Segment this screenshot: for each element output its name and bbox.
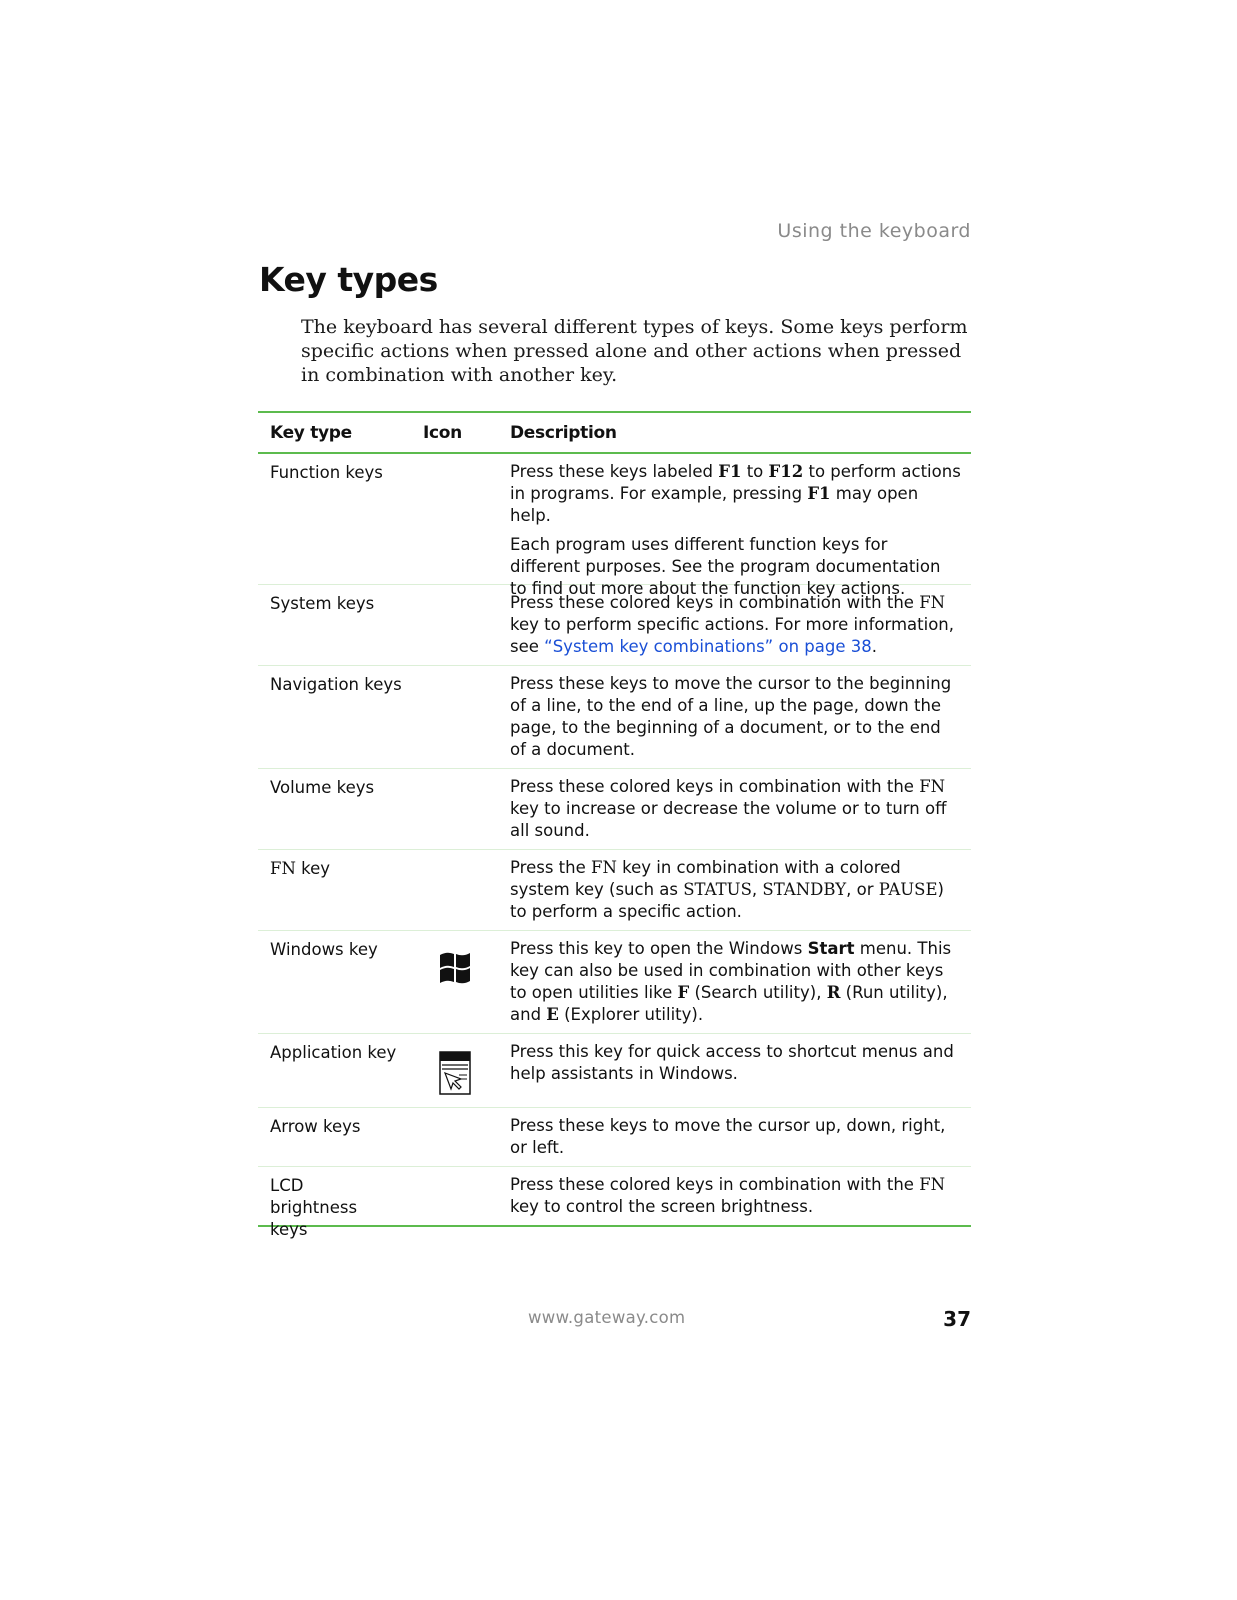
key-label: R — [826, 983, 841, 1002]
header-icon: Icon — [423, 422, 462, 443]
description-cell: Press this key for quick access to shortcut menus and help assistants in Windows. — [510, 1042, 954, 1083]
key-label: FN — [919, 593, 946, 612]
key-type-cell: Application key — [270, 1043, 397, 1062]
key-label: FN — [919, 1175, 946, 1194]
key-type-cell: Function keys — [270, 463, 383, 482]
key-type-cell: Windows key — [270, 940, 378, 959]
table-row — [258, 666, 971, 769]
intro-paragraph: The keyboard has several different types of keys. Some keys perform specific actions when pressed alone and other actions when pressed in combination with another key. — [301, 316, 968, 386]
description-cell: Press these colored keys in combination with the FN key to control the screen brightness. — [510, 1175, 946, 1216]
key-label: F — [677, 983, 690, 1002]
header-key-type: Key type — [270, 422, 352, 443]
table-row — [258, 850, 971, 931]
key-label: F1 — [718, 462, 742, 481]
key-label: F12 — [768, 462, 804, 481]
key-label: PAUSE — [878, 880, 938, 899]
description-cell: Press these colored keys in combination with the FN key to perform specific actions. For more information, see “System key combinations” on page 38. — [510, 593, 955, 656]
section-title: Key types — [259, 260, 438, 299]
key-label: FN — [591, 858, 617, 877]
key-label: FN — [919, 777, 946, 796]
description-cell: Press these keys to move the cursor up, down, right, or left. — [510, 1116, 946, 1157]
key-type-cell: Navigation keys — [270, 675, 402, 694]
key-type-cell: Volume keys — [270, 778, 375, 797]
description-cell: Press these colored keys in combination with the FN key to increase or decrease the volume or to turn off all sound. — [510, 777, 947, 840]
key-type-cell: System keys — [270, 594, 375, 613]
table-row — [258, 1034, 971, 1108]
table-row — [258, 1108, 971, 1167]
description-cell: Press the FN key in combination with a colored system key (such as STATUS, STANDBY, or PAUSE) to perform a specific action. — [510, 858, 944, 921]
table-row — [258, 931, 971, 1034]
application-menu-icon — [439, 1051, 471, 1095]
description-cell: Press these keys to move the cursor to the beginning of a line, to the end of a line, up the page, down the page, to the beginning of a document, or to the end of a document. — [510, 674, 952, 759]
description-cell: Press this key to open the Windows Start menu. This key can also be used in combination with other keys to open utilities like F (Search utility), R (Run utility), and E (Explorer utility). — [510, 939, 952, 1024]
key-types-table — [258, 411, 971, 1239]
key-label: F1 — [807, 484, 831, 503]
system-key-combinations-link[interactable]: “System key combinations” on page 38 — [544, 637, 872, 656]
windows-logo-icon — [439, 950, 471, 988]
description-cell: Press these keys labeled F1 to F12 to perform actions in programs. For example, pressing F1 may open help. Each program uses different function keys for different purposes. See the program documentation to find out more about the function key actions. — [510, 462, 961, 598]
page-number: 37 — [943, 1307, 971, 1331]
footer-url[interactable]: www.gateway.com — [528, 1308, 686, 1327]
table-row — [258, 585, 971, 666]
key-label: E — [546, 1005, 559, 1024]
key-type-cell: FN key — [270, 859, 331, 878]
key-type-cell: LCD brightness keys — [270, 1176, 358, 1239]
key-label: STATUS — [683, 880, 752, 899]
running-header: Using the keyboard — [777, 220, 971, 242]
header-description: Description — [510, 422, 617, 443]
key-label: STANDBY — [762, 880, 847, 899]
key-type-cell: Arrow keys — [270, 1117, 361, 1136]
table-header-row — [258, 413, 971, 454]
table-row — [258, 1167, 971, 1239]
table-row — [258, 769, 971, 850]
table-row — [258, 454, 971, 598]
